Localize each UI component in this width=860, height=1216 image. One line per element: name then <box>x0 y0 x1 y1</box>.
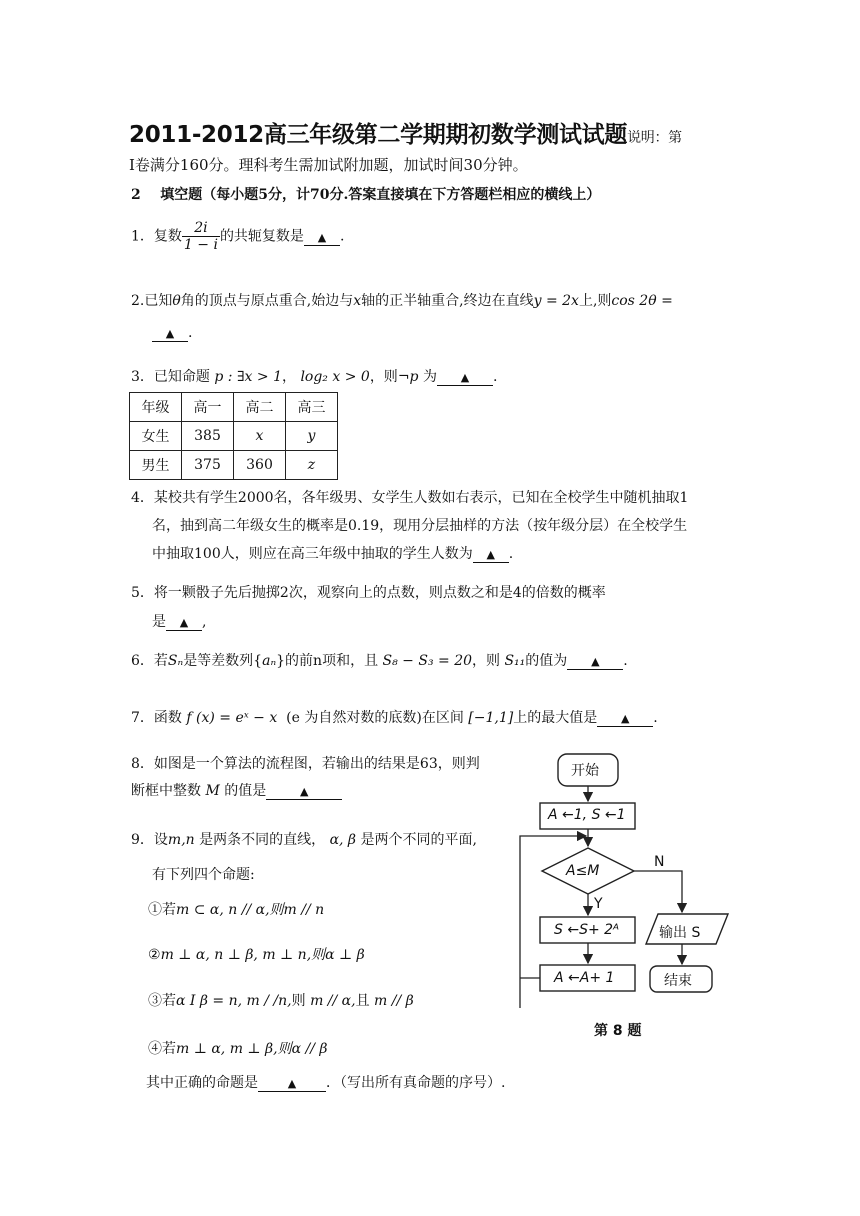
flowchart-diagram <box>510 748 750 1048</box>
flow-condition-label: A≤M <box>566 863 600 879</box>
question-4-line2: 名，抽到高二年级女生的概率是0.19，现用分层抽样的方法（按年级分层）在全校学生 <box>152 518 688 534</box>
flow-init-label: A ←1, S ←1 <box>548 807 626 823</box>
answer-blank-8[interactable]: ▲ <box>266 784 342 800</box>
question-5-line2: 是 ▲ , <box>152 614 207 630</box>
table-cell: 男生 <box>130 451 182 480</box>
question-3: 3．已知命题 p : ∃x > 1， log₂ x > 0，则¬p 为 ▲ . <box>131 369 498 385</box>
proposition-4: ④若m ⊥ α, m ⊥ β,则α // β <box>148 1041 328 1057</box>
title-note: 说明：第 <box>627 130 682 146</box>
answer-blank-6[interactable]: ▲ <box>567 654 623 670</box>
proposition-2: ②m ⊥ α, n ⊥ β, m ⊥ n,则α ⊥ β <box>148 947 365 963</box>
table-header-cell: 高三 <box>286 393 338 422</box>
question-6: 6．若Sₙ是等差数列{aₙ}的前n项和，且 S₈ − S₃ = 20，则 S₁₁的值为 ▲ . <box>131 653 628 669</box>
flow-step2-label: A ←A+ 1 <box>554 970 615 986</box>
section-heading: 2 填空题（每小题5分，计70分.答案直接填在下方答题栏相应的横线上） <box>131 187 601 203</box>
answer-blank-1[interactable]: ▲ <box>304 230 340 246</box>
flow-caption: 第 8 题 <box>594 1023 642 1039</box>
question-9-line2: 有下列四个命题: <box>152 867 255 883</box>
flow-end-label: 结束 <box>664 973 692 989</box>
answer-blank-4[interactable]: ▲ <box>473 547 509 563</box>
table-header-cell: 高一 <box>182 393 234 422</box>
question-5-line1: 5．将一颗骰子先后抛掷2次，观察向上的点数，则点数之和是4的倍数的概率 <box>131 585 606 601</box>
table-cell: 375 <box>182 451 234 480</box>
answer-blank-7[interactable]: ▲ <box>597 711 653 727</box>
answer-blank-3[interactable]: ▲ <box>437 370 493 386</box>
flow-no-label: N <box>654 854 665 870</box>
proposition-3: ③若α Ⅰ β = n, m / /n,则 m // α,且 m // β <box>148 993 414 1009</box>
flow-start-label: 开始 <box>571 763 599 779</box>
table-row <box>130 451 338 480</box>
fraction-2i-over-1-minus-i: $\frac{2i}{1 - i}$ <box>183 220 218 253</box>
answer-blank-5[interactable]: ▲ <box>166 615 202 631</box>
question-2-line1: 2.已知θ角的顶点与原点重合,始边与x轴的正半轴重合,终边在直线y = 2x上,则cos 2θ = <box>131 293 673 309</box>
question-4-line1: 4．某校共有学生2000名，各年级男、女学生人数如右表示，已知在全校学生中随机抽取1 <box>131 490 689 506</box>
proposition-1: ①若m ⊂ α, n // α,则m // n <box>148 902 325 918</box>
flow-output-label: 输出 S <box>659 925 701 941</box>
table-cell: 385 <box>182 422 234 451</box>
question-8-line2: 断框中整数 M 的值是 ▲ <box>131 780 342 800</box>
question-8-line1: 8．如图是一个算法的流程图，若输出的结果是63，则判 <box>131 756 480 772</box>
table-cell: 女生 <box>130 422 182 451</box>
flow-yes-label: Y <box>594 896 603 912</box>
page-title: 2011-2012高三年级第二学期期初数学测试试题说明：第 <box>129 122 682 148</box>
table-header-row <box>130 393 338 422</box>
question-7: 7．函数 f (x) = eˣ − x (e 为自然对数的底数)在区间 [−1,1]上的最大值是 ▲ . <box>131 710 658 726</box>
exam-note: Ⅰ卷满分160分。理科考生需加试附加题，加试时间30分钟。 <box>129 156 528 174</box>
student-table <box>129 392 338 480</box>
question-2-line2: ▲ . <box>152 325 192 342</box>
flow-step1-label: S ←S+ 2ᴬ <box>554 922 620 938</box>
question-9-footer: 其中正确的命题是 ▲ ．（写出所有真命题的序号）. <box>146 1075 506 1091</box>
table-cell: z <box>286 451 338 480</box>
table-cell: x <box>234 422 286 451</box>
question-4-line3: 中抽取100人，则应在高三年级中抽取的学生人数为 ▲ . <box>152 546 514 562</box>
table-cell: y <box>286 422 338 451</box>
table-row <box>130 422 338 451</box>
answer-blank-9[interactable]: ▲ <box>258 1076 326 1092</box>
question-9-line1: 9．设m,n 是两条不同的直线， α, β 是两个不同的平面, <box>131 832 477 848</box>
table-header-cell: 高二 <box>234 393 286 422</box>
table-cell: 360 <box>234 451 286 480</box>
answer-blank-2[interactable]: ▲ <box>152 326 188 342</box>
question-1: 1．复数 $\frac{2i}{1 - i}$ 的共轭复数是 ▲ . <box>131 220 345 253</box>
table-header-cell: 年级 <box>130 393 182 422</box>
